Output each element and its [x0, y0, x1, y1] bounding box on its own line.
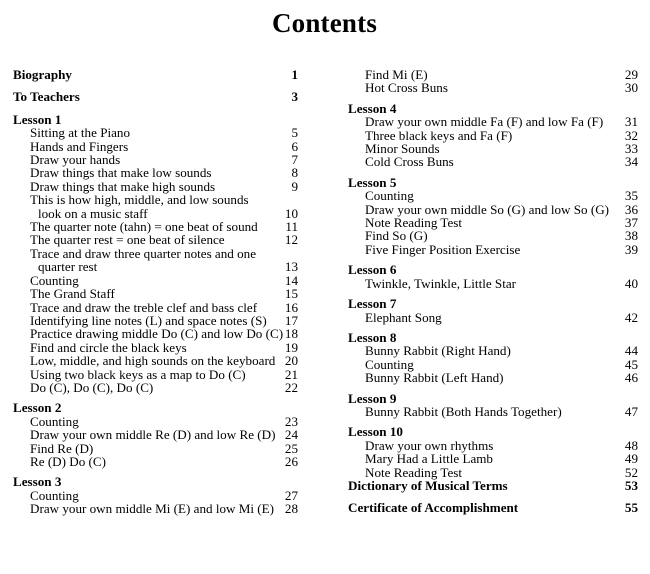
toc-entry-label: Lesson 8	[348, 329, 397, 345]
toc-entry-label: Minor Sounds	[365, 141, 440, 157]
toc-entry-label: Practice drawing middle Do (C) and low Do (C)	[30, 326, 284, 342]
toc-entry[interactable]	[348, 142, 638, 155]
toc-entry-continuation[interactable]	[13, 260, 298, 273]
toc-page-number: 12	[284, 232, 298, 248]
toc-page-number: 15	[284, 286, 298, 302]
toc-entry[interactable]	[348, 466, 638, 479]
toc-page-number: 45	[624, 356, 638, 372]
toc-entry[interactable]	[348, 311, 638, 324]
toc-entry-label: Counting	[30, 413, 79, 429]
toc-entry-label: Counting	[365, 356, 414, 372]
toc-entry-label: Lesson 3	[13, 474, 62, 490]
toc-entry[interactable]	[13, 341, 298, 354]
toc-entry-label: Find Re (D)	[30, 440, 94, 456]
toc-entry[interactable]	[348, 81, 638, 94]
toc-page-number: 24	[284, 427, 298, 443]
toc-page-number: 7	[291, 152, 298, 168]
toc-entry-label: Note Reading Test	[365, 464, 463, 480]
toc-entry[interactable]	[13, 354, 298, 367]
toc-entry-label: Identifying line notes (L) and space notes (S)	[30, 312, 267, 328]
toc-entry[interactable]	[348, 277, 638, 290]
toc-entry[interactable]	[348, 155, 638, 168]
toc-entry-label: The quarter rest = one beat of silence	[30, 232, 225, 248]
toc-page-number: 40	[624, 275, 638, 291]
toc-entry-label: Dictionary of Musical Terms	[348, 477, 508, 493]
toc-entry[interactable]	[13, 327, 298, 340]
toc-entry[interactable]	[348, 216, 638, 229]
toc-group-header	[13, 475, 298, 488]
toc-page-number: 49	[624, 451, 638, 467]
toc-page-number: 3	[291, 89, 298, 105]
toc-group-header	[13, 401, 298, 414]
toc-entry-label: Sitting at the Piano	[30, 125, 131, 141]
toc-entry-label: The quarter note (tahn) = one beat of sound	[30, 219, 258, 235]
toc-page-number: 33	[624, 141, 638, 157]
toc-entry-label: quarter rest	[38, 259, 98, 275]
toc-page-number: 5	[291, 125, 298, 141]
toc-entry[interactable]	[13, 193, 298, 206]
toc-entry-label: Draw your own middle Mi (E) and low Mi (E)	[30, 501, 275, 517]
toc-entry-label: Lesson 6	[348, 262, 397, 278]
toc-entry[interactable]	[348, 439, 638, 452]
toc-entry-label: Hands and Fingers	[30, 138, 129, 154]
toc-entry[interactable]	[13, 314, 298, 327]
toc-page-number: 20	[284, 353, 298, 369]
toc-entry-label: The Grand Staff	[30, 286, 115, 302]
toc-page-number: 27	[284, 487, 298, 503]
toc-page-number: 16	[284, 299, 298, 315]
toc-group-header	[348, 263, 638, 276]
toc-entry-continuation[interactable]	[13, 207, 298, 220]
toc-group-header	[348, 297, 638, 310]
contents-columns	[0, 68, 650, 524]
toc-entry-label: Five Finger Position Exercise	[365, 241, 521, 257]
toc-page-number: 32	[624, 127, 638, 143]
toc-entry[interactable]	[348, 344, 638, 357]
toc-entry-label: Twinkle, Twinkle, Little Star	[365, 275, 517, 291]
toc-entry-label: Lesson 10	[348, 424, 403, 440]
page-title: Contents	[271, 8, 378, 38]
toc-entry-label: Lesson 9	[348, 390, 397, 406]
toc-entry-label: Using two black keys as a map to Do (C)	[30, 366, 246, 382]
toc-entry-label: Lesson 2	[13, 400, 62, 416]
toc-group-header	[348, 102, 638, 115]
toc-entry[interactable]	[13, 153, 298, 166]
toc-entry-major[interactable]	[13, 90, 298, 103]
toc-group-header	[348, 425, 638, 438]
toc-page-number: 28	[284, 501, 298, 517]
toc-entry-label: Find and circle the black keys	[30, 339, 187, 355]
toc-entry[interactable]	[348, 229, 638, 242]
toc-entry-label: Draw your own middle So (G) and low So (G)	[365, 201, 610, 217]
toc-entry[interactable]	[13, 247, 298, 260]
toc-entry-label: Lesson 7	[348, 296, 397, 312]
toc-page-number: 47	[624, 403, 638, 419]
toc-entry[interactable]	[348, 203, 638, 216]
toc-group-header	[348, 176, 638, 189]
toc-page-number: 19	[284, 339, 298, 355]
toc-entry[interactable]	[348, 243, 638, 256]
toc-entry[interactable]	[13, 140, 298, 153]
toc-entry[interactable]	[13, 442, 298, 455]
toc-page-number: 18	[284, 326, 298, 342]
toc-page-number: 21	[284, 366, 298, 382]
toc-page-number: 53	[624, 477, 638, 493]
toc-page-number: 26	[284, 453, 298, 469]
toc-entry-label: Re (D) Do (C)	[30, 453, 106, 469]
toc-entry[interactable]	[13, 455, 298, 468]
toc-page-number: 6	[291, 138, 298, 154]
toc-entry-label: Note Reading Test	[365, 215, 463, 231]
toc-entry[interactable]	[13, 381, 298, 394]
toc-entry-label: Cold Cross Buns	[365, 154, 454, 170]
toc-page-number: 17	[284, 312, 298, 328]
toc-entry-label: Do (C), Do (C), Do (C)	[30, 379, 154, 395]
toc-page-number: 44	[624, 343, 638, 359]
toc-entry[interactable]	[348, 358, 638, 371]
toc-page-number: 34	[624, 154, 638, 170]
toc-page-number: 31	[624, 114, 638, 130]
toc-entry[interactable]	[348, 129, 638, 142]
toc-entry-label: Trace and draw the treble clef and bass clef	[30, 299, 258, 315]
toc-page-number: 39	[624, 241, 638, 257]
toc-entry[interactable]	[13, 489, 298, 502]
toc-entry-label: Bunny Rabbit (Both Hands Together)	[365, 403, 562, 419]
toc-entry[interactable]	[348, 452, 638, 465]
toc-entry-label: Draw things that make low sounds	[30, 165, 212, 181]
toc-entry[interactable]	[13, 502, 298, 515]
toc-page-number: 25	[284, 440, 298, 456]
toc-page-number: 37	[624, 215, 638, 231]
toc-entry[interactable]	[13, 415, 298, 428]
toc-page-number: 46	[624, 370, 638, 386]
toc-entry-label: look on a music staff	[38, 205, 148, 221]
toc-page-number: 42	[624, 309, 638, 325]
toc-page-number: 38	[624, 228, 638, 244]
toc-page-number: 13	[284, 259, 298, 275]
toc-entry[interactable]	[13, 180, 298, 193]
toc-page-number: 48	[624, 437, 638, 453]
toc-page-number: 8	[291, 165, 298, 181]
toc-entry[interactable]	[13, 126, 298, 139]
contents-column-left	[0, 68, 322, 516]
toc-page-number: 22	[284, 379, 298, 395]
toc-page-number: 23	[284, 413, 298, 429]
toc-entry-major[interactable]	[348, 479, 638, 492]
toc-entry[interactable]	[348, 115, 638, 128]
toc-group-header	[348, 331, 638, 344]
toc-entry-label: Bunny Rabbit (Left Hand)	[365, 370, 504, 386]
toc-page-number: 30	[624, 80, 638, 96]
toc-entry[interactable]	[13, 301, 298, 314]
toc-entry-label: Certificate of Accomplishment	[348, 500, 519, 516]
toc-entry-label: Lesson 1	[13, 111, 62, 127]
toc-entry-label: Counting	[30, 487, 79, 503]
toc-entry[interactable]	[348, 371, 638, 384]
toc-page-number: 9	[291, 178, 298, 194]
toc-entry[interactable]	[348, 68, 638, 81]
toc-entry-label: Draw your own rhythms	[365, 437, 494, 453]
toc-entry-label: Find Mi (E)	[365, 67, 428, 82]
toc-group-header	[13, 113, 298, 126]
toc-entry-label: Three black keys and Fa (F)	[365, 127, 513, 143]
toc-entry-label: Draw your own middle Re (D) and low Re (D)	[30, 427, 276, 443]
toc-entry-label: Counting	[365, 188, 414, 204]
toc-entry-label: Biography	[13, 67, 72, 82]
toc-entry-label: Counting	[30, 272, 79, 288]
toc-entry-label: Hot Cross Buns	[365, 80, 448, 96]
toc-entry-label: Lesson 5	[348, 174, 397, 190]
toc-page-number: 52	[624, 464, 638, 480]
toc-entry-label: Mary Had a Little Lamb	[365, 451, 493, 467]
toc-page-number: 29	[624, 67, 638, 82]
toc-entry[interactable]	[13, 220, 298, 233]
toc-entry[interactable]	[13, 166, 298, 179]
toc-page-number: 1	[291, 67, 298, 82]
toc-entry[interactable]	[13, 274, 298, 287]
toc-entry[interactable]	[13, 368, 298, 381]
toc-entry-label: Draw your hands	[30, 152, 121, 168]
toc-entry-label: Bunny Rabbit (Right Hand)	[365, 343, 511, 359]
toc-page-number: 36	[624, 201, 638, 217]
toc-entry[interactable]	[348, 405, 638, 418]
toc-page-number: 35	[624, 188, 638, 204]
toc-entry-label: Trace and draw three quarter notes and one	[30, 245, 257, 261]
toc-entry-label: Lesson 4	[348, 100, 397, 116]
toc-page-number: 10	[284, 205, 298, 221]
toc-entry[interactable]	[13, 428, 298, 441]
toc-page-number: 14	[284, 272, 298, 288]
toc-entry-label: Draw your own middle Fa (F) and low Fa (F)	[365, 114, 604, 130]
toc-entry[interactable]	[13, 233, 298, 246]
toc-entry[interactable]	[13, 287, 298, 300]
toc-entry-label: This is how high, middle, and low sounds	[30, 192, 249, 208]
contents-column-right	[322, 68, 650, 524]
toc-entry-major[interactable]	[348, 501, 638, 514]
toc-entry-label: Elephant Song	[365, 309, 442, 325]
toc-entry-label: Find So (G)	[365, 228, 428, 244]
toc-page-number: 55	[624, 500, 638, 516]
toc-entry[interactable]	[348, 189, 638, 202]
toc-entry-label: Low, middle, and high sounds on the keyboard	[30, 353, 276, 369]
toc-group-header	[348, 392, 638, 405]
toc-page-number: 11	[285, 219, 298, 235]
toc-entry-label: Draw things that make high sounds	[30, 178, 216, 194]
toc-entry-major[interactable]	[13, 68, 298, 81]
toc-entry-label: To Teachers	[13, 89, 80, 105]
